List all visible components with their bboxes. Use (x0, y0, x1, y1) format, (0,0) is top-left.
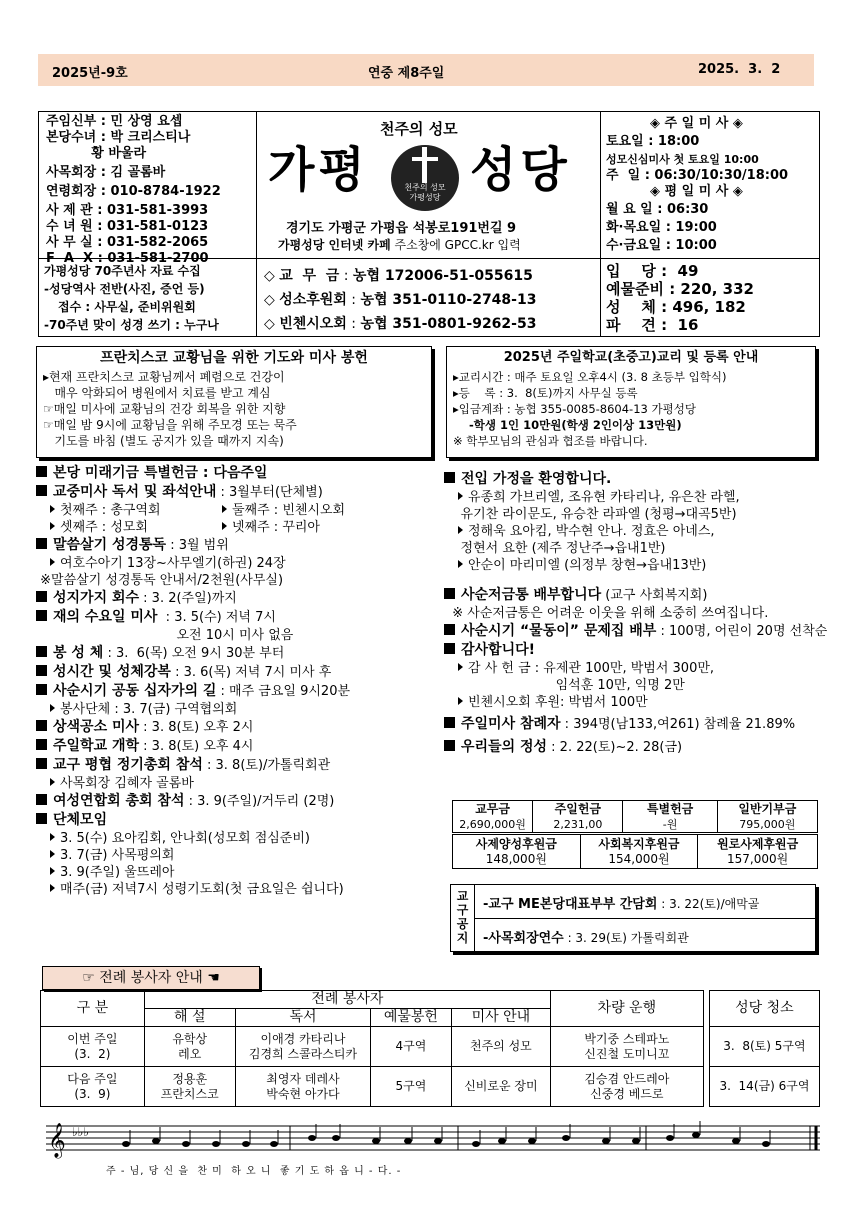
diocese-item-detail: : 3. 29(토) 가톨릭회관 (563, 931, 689, 945)
offering-cell (717, 801, 817, 833)
staff-cell: 3. 8(토) 5구역 (709, 1027, 819, 1067)
col-header: 독서 (235, 1009, 370, 1027)
bullet-square-icon (36, 591, 47, 602)
school-title: 2025년 주일학교(초중고)교리 및 등록 안내 (503, 350, 759, 365)
section-title: 주일학교 개학 (53, 738, 140, 754)
svg-text:♭♭♭: ♭♭♭ (72, 1125, 89, 1139)
offering-label: 사제양성후원금 (475, 836, 557, 851)
list-text: 유종희 가브리엘, 조유현 카타리나, 유은찬 라헬, (468, 490, 740, 505)
bullet-square-icon (36, 646, 47, 657)
pope-line: 기도를 바침 (별도 공지가 있을 때까지 지속) (43, 434, 284, 448)
info-line: 사 무 실 : 031-582-2065 (46, 235, 209, 250)
section-detail: : 100명, 어린이 20명 선착순 (656, 624, 828, 639)
stat-row: 예물준비 : 220, 332 (606, 280, 754, 298)
bullet-square-icon (36, 758, 47, 769)
col-header: 해 설 (144, 1009, 235, 1027)
offering-value: 2,231,00 (553, 817, 603, 831)
list-item (36, 519, 436, 536)
section-title: 우리들의 정성 (461, 739, 548, 755)
sunday-school-box (446, 346, 816, 458)
anniv-line: 접수 : 사무실, 준비위원회 (58, 300, 196, 314)
music-staff (46, 1120, 820, 1160)
pope-line: ☞매일 밤 9시에 교황님을 위해 주모경 또는 묵주 (43, 418, 297, 432)
section-title: 전입 가정을 환영합니다. (461, 471, 612, 487)
svg-text:𝄞: 𝄞 (48, 1123, 66, 1158)
account-value: 농협 172006-51-055615 (352, 268, 533, 284)
bank-accounts (264, 264, 536, 336)
section-detail: : 3. 8(토) 오후 2시 (139, 720, 254, 735)
section-title: 사순저금통 배부합니다 (461, 587, 602, 603)
section-heading (444, 715, 844, 734)
list-note: ※ 사순저금통은 어려운 이웃을 위해 소중히 쓰여집니다. (444, 606, 769, 621)
list-item (444, 523, 844, 540)
section-heading (444, 586, 844, 605)
section-detail: : 3. 6(목) 저녁 7시 미사 후 (170, 665, 332, 680)
grid-cell (50, 519, 222, 536)
info-line: 본당수녀 : 박 크리스티나 (46, 130, 191, 145)
col-header: 차량 운행 (551, 991, 703, 1027)
music-note (528, 1138, 536, 1144)
diocese-item-detail: : 3. 22(토)/애막골 (657, 897, 760, 911)
music-note (666, 1135, 674, 1141)
list-text: 봉사단체 : 3. 7(금) 구역협의회 (60, 702, 238, 717)
music-note (498, 1138, 506, 1144)
list-note: 정현서 요한 (제주 정난주→읍내1반) (444, 541, 666, 556)
offering-label: 일반기부금 (738, 801, 797, 816)
section-heading (36, 718, 436, 737)
list-note: 오전 10시 미사 없음 (36, 628, 294, 643)
table-row (41, 1027, 820, 1067)
logo-text: 천주의 성모 (404, 183, 446, 192)
offering-label: 사회복지후원금 (598, 836, 680, 851)
diocese-notice (450, 884, 816, 952)
stat-row: 입 당 : 49 (606, 262, 699, 280)
triangle-bullet-icon (50, 704, 55, 712)
section-detail: : 3. 9(주일)/거두리 (2명) (184, 794, 335, 809)
offering-value: 148,000원 (485, 851, 547, 866)
account-value: 농협 351-0110-2748-13 (360, 292, 537, 308)
section-heading (36, 682, 436, 701)
bullet-square-icon (444, 717, 455, 728)
section-title: 사순시기 “물동이” 문제집 배부 (461, 623, 657, 639)
account-label: 교 무 금 (279, 268, 340, 284)
info-line: F A X : 031-581-2700 (46, 251, 209, 266)
section-title: 봉 성 체 (53, 645, 104, 661)
section-title: 성시간 및 성체강복 (53, 664, 171, 680)
bullet-square-icon (36, 610, 47, 621)
church-subtitle: 천주의 성모 (380, 120, 458, 138)
music-lyrics: 주 - 님, 당 신 을 찬 미 하 오 니 좋 기 도 하 옵 니 - 다. - (106, 1166, 402, 1177)
music-note (308, 1135, 316, 1141)
list-note: 유기찬 라이문도, 유승찬 라파엘 (청평→대곡5반) (444, 507, 737, 522)
offering-cell (580, 835, 698, 869)
diocese-item-title: -사목회장연수 (483, 931, 564, 946)
mass-times (606, 116, 788, 254)
offering-value: 2,690,000원 (459, 817, 526, 831)
section-detail: (교구 사회복지회) (601, 588, 708, 603)
section-title: 성지가지 회수 (53, 590, 140, 606)
triangle-bullet-icon (458, 560, 463, 568)
diocese-side-label: 교구 공지 (451, 885, 475, 951)
col-header: 성당 청소 (709, 991, 819, 1027)
liturgy-staff-table (40, 990, 820, 1107)
list-item (36, 502, 436, 519)
music-note (332, 1135, 340, 1141)
list-text: 여호수아기 13장~사무엘기(하권) 24장 (60, 556, 286, 571)
stat-label: 예물준비 (606, 280, 664, 298)
account-row: ◇ 빈첸시오회 : 농협 351-0801-9262-53 (264, 316, 537, 332)
triangle-bullet-icon (222, 505, 227, 513)
list-item (36, 847, 436, 864)
staff-cell: 천주의 성모 (451, 1027, 550, 1067)
staff-cell: 3. 14(금) 6구역 (709, 1067, 819, 1107)
staff-cell: 김승겸 안드레아 신중경 베드로 (551, 1067, 703, 1107)
account-value: 농협 351-0801-9262-53 (360, 316, 537, 332)
section-detail: : 매주 금요일 9시20분 (216, 684, 351, 699)
staff-cell: 4구역 (371, 1027, 451, 1067)
info-line: 황 바울라 (46, 146, 147, 161)
title-right: 성당 (470, 142, 571, 198)
pope-line: ☞매일 미사에 교황님의 건강 회복을 위한 지향 (43, 402, 286, 416)
grid-text: 넷째주 : 꾸리아 (232, 520, 320, 535)
table-row (41, 1067, 820, 1107)
mass-line: 화·목요일 : 19:00 (606, 220, 717, 235)
diocese-item (483, 927, 689, 946)
mass-line: 주 일 : 06:30/10:30/18:00 (606, 168, 789, 183)
section-heading (36, 737, 436, 756)
mass-line: 성모신심미사 첫 토요일 10:00 (606, 153, 759, 166)
account-label: 성소후원회 (279, 292, 347, 308)
left-announcements (36, 464, 436, 898)
offering-value: 154,000원 (608, 851, 670, 866)
section-detail: : 394명(남133,여261) 참례율 21.89% (560, 717, 796, 732)
bullet-square-icon (444, 624, 455, 635)
triangle-bullet-icon (50, 884, 55, 892)
offering-value: 795,000원 (739, 817, 796, 831)
bullet-square-icon (444, 740, 455, 751)
bullet-square-icon (36, 794, 47, 805)
contact-info (46, 114, 221, 267)
anniv-line: 가평성당 70주년사 자료 수집 (44, 264, 201, 278)
music-note (602, 1138, 610, 1144)
offering-table-2 (452, 834, 818, 869)
list-item (36, 881, 436, 898)
list-item (444, 557, 844, 574)
triangle-bullet-icon (458, 697, 463, 705)
section-detail: : 3. 8(토)/가톨릭회관 (202, 758, 331, 773)
section-detail: : 3. 6(목) 오전 9시 30분 부터 (103, 646, 285, 661)
staff-cell: 이번 주일 (3. 2) (41, 1027, 145, 1067)
col-header: 구 분 (41, 991, 145, 1027)
section-detail: : 3. 5(수) 저녁 7시 (157, 610, 276, 625)
music-note (212, 1141, 220, 1147)
triangle-bullet-icon (458, 526, 463, 534)
triangle-bullet-icon (50, 558, 55, 566)
bullet-square-icon (36, 466, 47, 477)
list-note: ※말씀살기 성경통독 안내서/2천원(사무실) (36, 573, 284, 588)
offering-cell (698, 835, 818, 869)
grid-cell (50, 502, 222, 519)
section-title: 말씀살기 성경통독 (53, 537, 167, 553)
list-item (36, 830, 436, 847)
staff-cell: 박기중 스테파노 신진철 도미니꼬 (551, 1027, 703, 1067)
anniv-line: -성당역사 전반(사진, 증언 등) (44, 282, 205, 296)
triangle-bullet-icon (458, 492, 463, 500)
section-heading (36, 483, 436, 502)
weekday-mass-title: ◈ 평 일 미 사 ◈ (650, 184, 743, 199)
list-note: 임석훈 10만, 익명 2만 (444, 678, 685, 693)
section-heading (36, 756, 436, 775)
school-line: -학생 1인 10만원(학생 2인이상 13만원) (453, 418, 682, 432)
section-heading (36, 811, 436, 830)
music-note (242, 1141, 250, 1147)
mass-line: 수·금요일 : 10:00 (606, 238, 717, 253)
section-heading (36, 589, 436, 608)
school-line: ※ 학부모님의 관심과 협조를 바랍니다. (453, 434, 648, 448)
staff-cell: 유학상 레오 (144, 1027, 235, 1067)
account-row: ◇ 성소후원회 : 농협 351-0110-2748-13 (264, 292, 537, 308)
pope-line: ▸현재 프란치스코 교황님께서 폐렴으로 건강이 (43, 370, 285, 384)
diocese-item (483, 893, 759, 912)
stat-value: 49 (677, 262, 699, 280)
section-detail: : 2. 22(토)~2. 28(금) (547, 740, 683, 755)
liturgical-week: 연중 제8주일 (368, 66, 445, 81)
list-item (36, 555, 436, 572)
section-heading (444, 622, 844, 641)
section-detail: : 3. 8(토) 오후 4시 (139, 739, 254, 754)
section-heading (444, 470, 844, 489)
section-title: 감사합니다! (461, 642, 536, 658)
music-score (46, 1120, 820, 1176)
stat-value: 16 (677, 316, 699, 334)
bullet-square-icon (36, 485, 47, 496)
col-header: 미사 안내 (451, 1009, 550, 1027)
music-note (270, 1141, 278, 1147)
music-note (472, 1141, 480, 1147)
info-line: 사목회장 : 김 골롬바 (46, 165, 166, 180)
music-note (404, 1138, 412, 1144)
section-heading (444, 641, 844, 660)
triangle-bullet-icon (458, 663, 463, 671)
right-announcements (444, 464, 844, 757)
list-text: 3. 5(수) 요아킴회, 안나회(성모회 점심준비) (60, 831, 310, 846)
school-line: ▸교리시간 : 매주 토요일 오후4시 (3. 8 초등부 입학식) (453, 370, 727, 384)
list-text: 3. 7(금) 사목평의회 (60, 848, 175, 863)
staff-cell: 다음 주일 (3. 9) (41, 1067, 145, 1107)
divider (256, 111, 257, 337)
section-heading (444, 738, 844, 757)
triangle-bullet-icon (50, 867, 55, 875)
music-note (762, 1141, 770, 1147)
section-title: 본당 미래기금 특별헌금 : 다음주일 (53, 465, 268, 481)
sunday-mass-title: ◈ 주 일 미 사 ◈ (650, 116, 743, 131)
list-text: 안순이 마리미엘 (의정부 창현→읍내13반) (468, 558, 707, 573)
section-heading (36, 464, 436, 483)
cafe-text: 주소창에 GPCC.kr 입력 (390, 238, 521, 252)
section-heading (36, 644, 436, 663)
staff-cell: 정용훈 프란치스코 (144, 1067, 235, 1107)
cafe-label: 가평성당 인터넷 카페 (278, 238, 391, 252)
diocese-item-title: -교구 ME본당대표부부 간담회 (483, 897, 658, 912)
list-text: 빈첸시오회 후원: 박범서 100만 (468, 695, 648, 710)
section-title: 교구 평협 정기총회 참석 (53, 757, 203, 773)
section-title: 여성연합회 총회 참석 (53, 793, 185, 809)
music-note (632, 1138, 640, 1144)
stat-row: 파 견 : 16 (606, 316, 699, 334)
title-left: 가평 (268, 142, 369, 198)
stat-label: 파 견 (606, 316, 656, 334)
triangle-bullet-icon (50, 505, 55, 513)
bullet-square-icon (36, 538, 47, 549)
offering-cell (453, 835, 581, 869)
offering-cell (453, 801, 533, 833)
triangle-bullet-icon (222, 522, 227, 530)
issue-date: 2025. 3. 2 (698, 62, 781, 77)
church-logo (386, 143, 464, 213)
grid-cell (222, 520, 320, 535)
list-text: 3. 9(주일) 울뜨레아 (60, 865, 175, 880)
section-heading (36, 663, 436, 682)
divider (600, 111, 601, 337)
grid-text: 둘째주 : 빈첸시오회 (232, 503, 346, 518)
triangle-bullet-icon (50, 833, 55, 841)
section-detail: : 3월 범위 (166, 538, 229, 553)
offering-label: 주일헌금 (554, 801, 602, 816)
staff-cell: 5구역 (371, 1067, 451, 1107)
info-line: 수 녀 원 : 031-581-0123 (46, 219, 209, 234)
pope-line: 매우 악화되어 병원에서 치료를 받고 계심 (43, 386, 271, 400)
anniversary-notice (44, 262, 219, 334)
staff-cell: 최영자 데레사 박숙현 아가다 (235, 1067, 370, 1107)
pope-title: 프란치스코 교황님을 위한 기도와 미사 봉헌 (100, 350, 368, 366)
list-item (36, 864, 436, 881)
info-line: 연령회장 : 010-8784-1922 (46, 184, 221, 199)
section-heading (36, 608, 436, 627)
offering-table (452, 800, 818, 833)
offering-label: 특별헌금 (646, 801, 694, 816)
stat-value: 496, 182 (672, 298, 746, 316)
bullet-square-icon (36, 665, 47, 676)
music-note (122, 1141, 130, 1147)
account-row: ◇ 교 무 금 : 농협 172006-51-055615 (264, 268, 533, 284)
music-note (732, 1138, 740, 1144)
list-item (444, 489, 844, 506)
offering-label: 교무금 (475, 801, 510, 816)
list-item (444, 660, 844, 677)
grid-text: 첫째주 : 총구역회 (60, 503, 161, 518)
col-header: 전례 봉사자 (144, 991, 550, 1009)
triangle-bullet-icon (50, 850, 55, 858)
info-line: 주임신부 : 민 상영 요셉 (46, 114, 183, 129)
section-detail: : 3월부터(단체별) (216, 485, 323, 500)
section-heading (36, 792, 436, 811)
list-text: 사목회장 김혜자 골롬바 (60, 776, 194, 791)
offering-label: 원로사제후원금 (717, 836, 799, 851)
list-text: 감 사 헌 금 : 유제관 100만, 박범서 300만, (468, 661, 715, 676)
section-title: 사순시기 공동 십자가의 길 (53, 683, 217, 699)
music-note (692, 1132, 700, 1138)
list-text: 정해욱 요아킴, 박수현 안나. 정효은 아네스, (468, 524, 715, 539)
section-detail: : 3. 2(주일)까지 (139, 591, 237, 606)
account-label: 빈첸시오회 (279, 316, 347, 332)
grid-text: 셋째주 : 성모회 (60, 520, 148, 535)
pope-prayer-box (36, 346, 432, 458)
stat-label: 입 당 (606, 262, 656, 280)
music-note (562, 1135, 570, 1141)
section-title: 주일미사 참례자 (461, 716, 561, 732)
grid-cell (222, 503, 345, 518)
triangle-bullet-icon (50, 778, 55, 786)
section-title: 재의 수요일 미사 (53, 609, 158, 625)
info-line: 사 제 관 : 031-581-3993 (46, 203, 209, 218)
col-header: 예물봉헌 (371, 1009, 451, 1027)
stat-value: 220, 332 (680, 280, 754, 298)
list-item (36, 775, 436, 792)
section-title: 상색공소 미사 (53, 719, 140, 735)
offering-cell (533, 801, 623, 833)
list-text: 매주(금) 저녁7시 성령기도회(첫 금요일은 쉽니다) (60, 882, 344, 897)
school-line: ▸입금계좌 : 농협 355-0085-8604-13 가평성당 (453, 402, 696, 416)
issue-number: 2025년-9호 (52, 66, 128, 81)
divider (475, 918, 815, 919)
logo-text: 가평성당 (409, 193, 441, 202)
list-item (444, 694, 844, 711)
list-item (36, 701, 436, 718)
sacrament-stats (606, 262, 754, 334)
bullet-square-icon (444, 643, 455, 654)
music-note (372, 1138, 380, 1144)
triangle-bullet-icon (50, 522, 55, 530)
offering-value: 157,000원 (727, 851, 789, 866)
stat-label: 성 체 (606, 298, 656, 316)
school-line: ▸등 록 : 3. 8(토)까지 사무실 등록 (453, 386, 638, 400)
section-heading (36, 536, 436, 555)
staff-tab: ☞ 전례 봉사자 안내 ☚ (42, 966, 260, 990)
bullet-square-icon (36, 739, 47, 750)
church-address: 경기도 가평군 가평읍 석봉로191번길 9 (286, 221, 517, 236)
section-title: 단체모임 (53, 812, 108, 828)
section-title: 교중미사 독서 및 좌석안내 (53, 484, 217, 500)
offering-cell (623, 801, 717, 833)
bullet-square-icon (36, 720, 47, 731)
bullet-square-icon (36, 684, 47, 695)
offering-value: -원 (662, 817, 678, 831)
mass-line: 토요일 : 18:00 (606, 134, 700, 149)
mass-line: 월 요 일 : 06:30 (606, 202, 709, 217)
anniv-line: -70주년 맞이 성경 쓰기 : 누구나 (44, 318, 219, 332)
cafe-info (278, 236, 521, 253)
music-note (152, 1138, 160, 1144)
bullet-square-icon (444, 472, 455, 483)
staff-cell: 이애경 카타리나 김경희 스콜라스티카 (235, 1027, 370, 1067)
header-bar (38, 54, 814, 86)
staff-cell: 신비로운 장미 (451, 1067, 550, 1107)
music-note (434, 1138, 442, 1144)
music-note (182, 1141, 190, 1147)
bullet-square-icon (36, 813, 47, 824)
stat-row: 성 체 : 496, 182 (606, 298, 746, 316)
bullet-square-icon (444, 588, 455, 599)
